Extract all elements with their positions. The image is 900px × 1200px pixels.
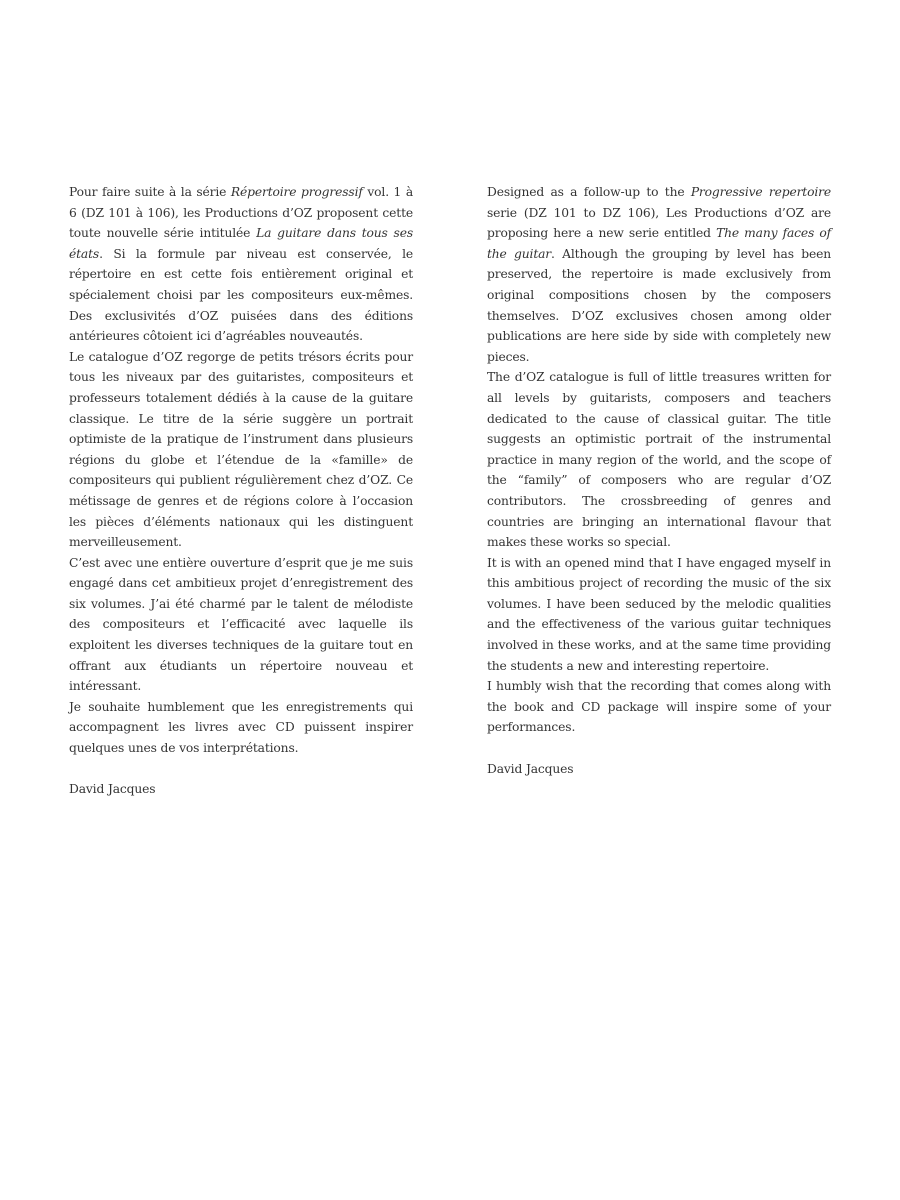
french-p1-text: vol. 1 à 6 (DZ 101 à 106), les Productions d’OZ proposent cette toute nouvelle série intitulée bbox=[69, 185, 413, 241]
english-column bbox=[487, 182, 831, 779]
english-p1-text: serie (DZ 101 to DZ 106), Les Productions d’OZ are proposing here a new serie entitled bbox=[487, 205, 831, 241]
english-paragraph-4: I humbly wish that the recording that comes along with the book and CD package will inspire some of your performances. bbox=[487, 679, 831, 735]
english-series-title-old: Progressive repertoire bbox=[690, 185, 831, 199]
english-paragraph-2: The d’OZ catalogue is full of little treasures written for all levels by guitarists, composers and teachers dedicated to the cause of classical guitar. The title suggests an optimistic portrait of the instrumental practice in many region of the world, and the scope of the “family” of composers who are regular d’OZ contributors. The crossbreeding of genres and countries are bringing an international flavour that makes these works so special. bbox=[487, 370, 831, 550]
english-p1-text: Designed as a follow-up to the bbox=[487, 185, 691, 199]
french-paragraph-2: Le catalogue d’OZ regorge de petits trésors écrits pour tous les niveaux par des guitaristes, compositeurs et professeurs totalement dédiés à la cause de la guitare classique. Le titre de la série suggère un portrait optimiste de la pratique de l’instrument dans plusieurs régions du globe et l’étendue de la «famille» de compositeurs qui publient régulièrement chez d’OZ. Ce métissage de genres et de régions colore à l’occasion les pièces d’éléments nationaux qui les distinguent merveilleusement. bbox=[69, 349, 413, 550]
english-signature: David Jacques bbox=[487, 761, 574, 776]
french-p1-text: . Si la formule par niveau est conservée, le répertoire en est cette fois entièrement original et spécialement choisi par les compositeurs eux-mêmes. Des exclusivités d’OZ puisées dans des éditions antérieures côtoient ici d’agréables nouveautés. bbox=[69, 246, 413, 344]
french-series-title-old: Répertoire progressif bbox=[230, 185, 363, 199]
french-paragraph-1 bbox=[69, 182, 413, 347]
english-paragraph-1 bbox=[487, 182, 831, 367]
english-p1-text: . Although the grouping by level has been preserved, the repertoire is made exclusively from original compositions chosen by the composers themselves. D’OZ exclusives chosen among older publications are here side by side with completely new pieces. bbox=[487, 246, 831, 364]
french-paragraph-3: C’est avec une entière ouverture d’esprit que je me suis engagé dans cet ambitieux projet d’enregistrement des six volumes. J’ai été charmé par le talent de mélodiste des compositeurs et l’efficacité avec laquelle ils exploitent les diverses techniques de la guitare tout en offrant aux étudiants un répertoire nouveau et intéressant. bbox=[69, 555, 413, 694]
french-paragraph-4: Je souhaite humblement que les enregistrements qui accompagnent les livres avec CD puissent inspirer quelques unes de vos interprétations. bbox=[69, 699, 413, 756]
french-column bbox=[69, 182, 413, 800]
french-p1-text: Pour faire suite à la série bbox=[69, 185, 231, 199]
english-series-title-new: The many faces of the guitar bbox=[487, 226, 831, 261]
french-signature: David Jacques bbox=[69, 782, 156, 797]
french-series-title-new: La guitare dans tous ses états bbox=[69, 226, 413, 261]
english-paragraph-3: It is with an opened mind that I have engaged myself in this ambitious project of recording the music of the six volumes. I have been seduced by the melodic qualities and the effectiveness of the various guitar techniques involved in these works, and at the same time providing the students a new and interesting repertoire. bbox=[487, 555, 831, 673]
